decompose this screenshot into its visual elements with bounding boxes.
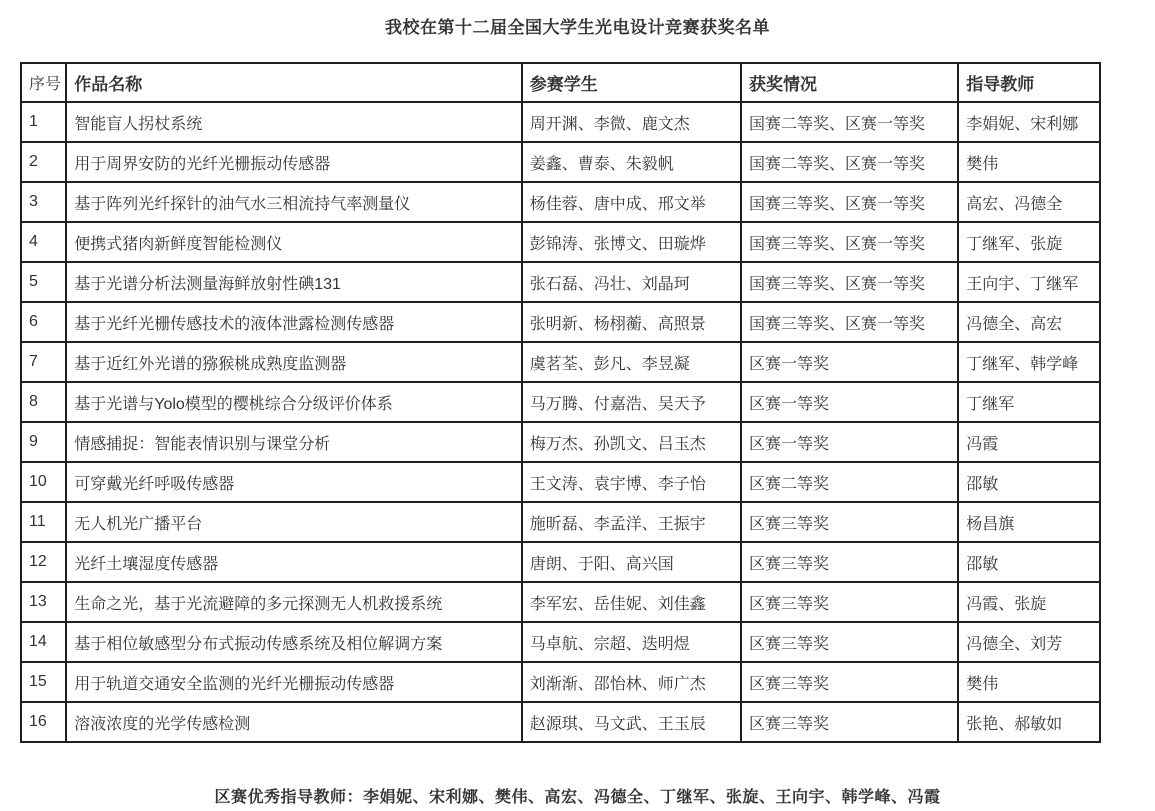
cell-advisors: 丁继军	[958, 382, 1100, 422]
cell-students: 梅万杰、孙凯文、吕玉杰	[522, 422, 741, 462]
table-row	[21, 462, 1100, 502]
cell-work-title: 生命之光，基于光流避障的多元探测无人机救援系统	[66, 582, 522, 622]
cell-award: 国赛三等奖、区赛一等奖	[741, 302, 958, 342]
cell-index: 9	[21, 422, 66, 462]
cell-students: 马卓航、宗超、迭明煜	[522, 622, 741, 662]
cell-work-title: 情感捕捉：智能表情识别与课堂分析	[66, 422, 522, 462]
cell-students: 唐朗、于阳、高兴国	[522, 542, 741, 582]
cell-advisors: 丁继军、张旋	[958, 222, 1100, 262]
cell-work-title: 用于轨道交通安全监测的光纤光栅振动传感器	[66, 662, 522, 702]
cell-index: 3	[21, 182, 66, 222]
cell-advisors: 冯德全、高宏	[958, 302, 1100, 342]
table-row	[21, 542, 1100, 582]
cell-award: 国赛三等奖、区赛一等奖	[741, 182, 958, 222]
col-header-students: 参赛学生	[522, 63, 741, 102]
awards-table	[20, 62, 1101, 743]
cell-students: 马万腾、付嘉浩、吴天予	[522, 382, 741, 422]
cell-award: 区赛三等奖	[741, 702, 958, 742]
cell-advisors: 冯德全、刘芳	[958, 622, 1100, 662]
cell-award: 区赛三等奖	[741, 622, 958, 662]
cell-work-title: 用于周界安防的光纤光栅振动传感器	[66, 142, 522, 182]
table-row	[21, 382, 1100, 422]
cell-students: 虞茗荃、彭凡、李昱凝	[522, 342, 741, 382]
cell-index: 12	[21, 542, 66, 582]
col-header-advisors: 指导教师	[958, 63, 1100, 102]
cell-work-title: 可穿戴光纤呼吸传感器	[66, 462, 522, 502]
table-row	[21, 142, 1100, 182]
cell-work-title: 无人机光广播平台	[66, 502, 522, 542]
cell-advisors: 李娟妮、宋利娜	[958, 102, 1100, 142]
cell-work-title: 基于光纤光栅传感技术的液体泄露检测传感器	[66, 302, 522, 342]
table-row	[21, 702, 1100, 742]
table-row	[21, 582, 1100, 622]
cell-work-title: 基于阵列光纤探针的油气水三相流持气率测量仪	[66, 182, 522, 222]
col-header-award: 获奖情况	[741, 63, 958, 102]
cell-students: 彭锦涛、张博文、田璇烨	[522, 222, 741, 262]
table-row	[21, 222, 1100, 262]
cell-students: 张明新、杨栩蘅、高照景	[522, 302, 741, 342]
cell-work-title: 智能盲人拐杖系统	[66, 102, 522, 142]
cell-award: 区赛三等奖	[741, 502, 958, 542]
table-row	[21, 622, 1100, 662]
table-row	[21, 302, 1100, 342]
cell-work-title: 基于近红外光谱的猕猴桃成熟度监测器	[66, 342, 522, 382]
cell-award: 区赛一等奖	[741, 422, 958, 462]
table-row	[21, 262, 1100, 302]
cell-students: 杨佳蓉、唐中成、邢文举	[522, 182, 741, 222]
cell-award: 国赛二等奖、区赛一等奖	[741, 102, 958, 142]
cell-index: 16	[21, 702, 66, 742]
cell-advisors: 高宏、冯德全	[958, 182, 1100, 222]
cell-advisors: 丁继军、韩学峰	[958, 342, 1100, 382]
cell-index: 13	[21, 582, 66, 622]
cell-work-title: 便携式猪肉新鲜度智能检测仪	[66, 222, 522, 262]
cell-index: 11	[21, 502, 66, 542]
table-row	[21, 102, 1100, 142]
cell-advisors: 樊伟	[958, 142, 1100, 182]
cell-advisors: 樊伟	[958, 662, 1100, 702]
cell-work-title: 基于光谱与Yolo模型的樱桃综合分级评价体系	[66, 382, 522, 422]
cell-advisors: 邵敏	[958, 542, 1100, 582]
cell-students: 刘渐渐、邵怡林、师广杰	[522, 662, 741, 702]
cell-award: 区赛三等奖	[741, 662, 958, 702]
cell-students: 李军宏、岳佳妮、刘佳鑫	[522, 582, 741, 622]
table-row	[21, 342, 1100, 382]
cell-award: 区赛三等奖	[741, 542, 958, 582]
cell-advisors: 王向宇、丁继军	[958, 262, 1100, 302]
cell-award: 国赛二等奖、区赛一等奖	[741, 142, 958, 182]
cell-award: 国赛三等奖、区赛一等奖	[741, 222, 958, 262]
cell-index: 7	[21, 342, 66, 382]
page-title: 我校在第十二届全国大学生光电设计竞赛获奖名单	[385, 18, 770, 37]
table-body	[21, 102, 1100, 742]
table-row	[21, 502, 1100, 542]
cell-students: 张石磊、冯壮、刘晶珂	[522, 262, 741, 302]
cell-students: 姜鑫、曹泰、朱毅帆	[522, 142, 741, 182]
cell-students: 赵源琪、马文武、王玉辰	[522, 702, 741, 742]
cell-index: 1	[21, 102, 66, 142]
table-header-row	[21, 63, 1100, 102]
cell-index: 8	[21, 382, 66, 422]
cell-students: 周开渊、李微、鹿文杰	[522, 102, 741, 142]
footer-note: 区赛优秀指导教师：李娟妮、宋利娜、樊伟、高宏、冯德全、丁继军、张旋、王向宇、韩学峰、冯霞	[214, 789, 941, 806]
cell-students: 王文涛、袁宇博、李子怡	[522, 462, 741, 502]
cell-index: 10	[21, 462, 66, 502]
cell-work-title: 光纤土壤湿度传感器	[66, 542, 522, 582]
cell-work-title: 溶液浓度的光学传感检测	[66, 702, 522, 742]
table-row	[21, 662, 1100, 702]
cell-index: 5	[21, 262, 66, 302]
cell-award: 区赛一等奖	[741, 382, 958, 422]
cell-index: 15	[21, 662, 66, 702]
cell-award: 区赛三等奖	[741, 582, 958, 622]
table-row	[21, 422, 1100, 462]
cell-award: 国赛三等奖、区赛一等奖	[741, 262, 958, 302]
cell-advisors: 张艳、郝敏如	[958, 702, 1100, 742]
cell-advisors: 杨昌旗	[958, 502, 1100, 542]
cell-advisors: 邵敏	[958, 462, 1100, 502]
cell-work-title: 基于光谱分析法测量海鲜放射性碘131	[66, 262, 522, 302]
col-header-work: 作品名称	[66, 63, 522, 102]
col-header-index: 序号	[21, 63, 66, 102]
cell-advisors: 冯霞	[958, 422, 1100, 462]
cell-index: 4	[21, 222, 66, 262]
cell-advisors: 冯霞、张旋	[958, 582, 1100, 622]
cell-index: 2	[21, 142, 66, 182]
table-row	[21, 182, 1100, 222]
cell-index: 14	[21, 622, 66, 662]
cell-award: 区赛一等奖	[741, 342, 958, 382]
cell-award: 区赛二等奖	[741, 462, 958, 502]
cell-index: 6	[21, 302, 66, 342]
cell-students: 施昕磊、李孟洋、王振宇	[522, 502, 741, 542]
cell-work-title: 基于相位敏感型分布式振动传感系统及相位解调方案	[66, 622, 522, 662]
